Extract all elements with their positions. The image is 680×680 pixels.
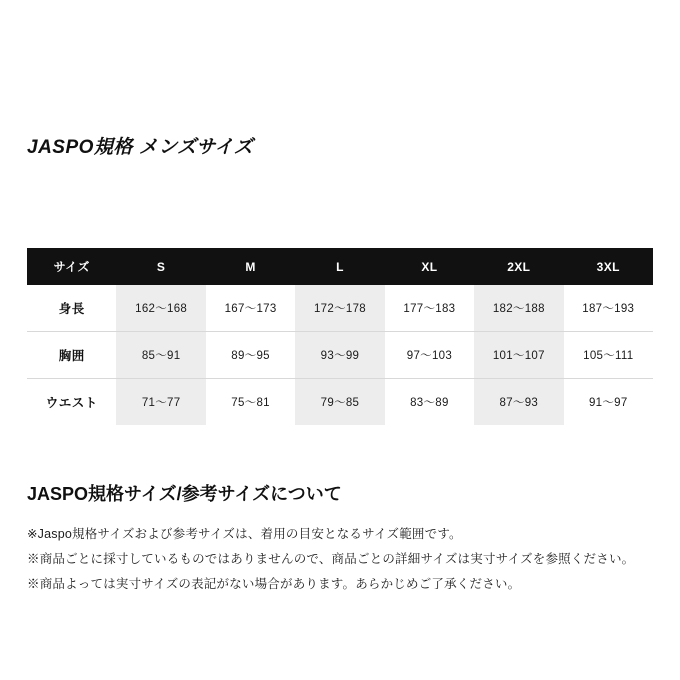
column-header-3xl: 3XL [564,248,653,285]
cell-height-3xl: 187〜193 [564,285,653,332]
row-label-waist: ウエスト [27,379,116,426]
cell-waist-2xl: 87〜93 [474,379,563,426]
table-row [27,332,653,379]
notes-title: JASPO規格サイズ/参考サイズについて [27,484,342,504]
cell-chest-3xl: 105〜111 [564,332,653,379]
cell-chest-2xl: 101〜107 [474,332,563,379]
cell-waist-xl: 83〜89 [385,379,474,426]
cell-chest-xl: 97〜103 [385,332,474,379]
note-line: ※商品よっては実寸サイズの表記がない場合があります。あらかじめご了承ください。 [27,577,521,591]
table-row [27,285,653,332]
size-table [27,248,653,425]
cell-waist-3xl: 91〜97 [564,379,653,426]
table-header-row [27,248,653,285]
cell-waist-m: 75〜81 [206,379,295,426]
cell-chest-l: 93〜99 [295,332,384,379]
cell-height-s: 162〜168 [116,285,205,332]
column-header-s: S [116,248,205,285]
column-header-m: M [206,248,295,285]
cell-height-xl: 177〜183 [385,285,474,332]
size-table-body [27,285,653,425]
note-line: ※Jaspo規格サイズおよび参考サイズは、着用の目安となるサイズ範囲です。 [27,527,462,541]
cell-chest-m: 89〜95 [206,332,295,379]
size-table-head [27,248,653,285]
cell-chest-s: 85〜91 [116,332,205,379]
column-header-size: サイズ [27,248,116,285]
cell-waist-l: 79〜85 [295,379,384,426]
column-header-xl: XL [385,248,474,285]
notes-list [27,522,657,597]
row-label-chest: 胸囲 [27,332,116,379]
cell-height-2xl: 182〜188 [474,285,563,332]
note-line: ※商品ごとに採寸しているものではありませんので、商品ごとの詳細サイズは実寸サイズを参照ください。 [27,552,635,566]
cell-height-l: 172〜178 [295,285,384,332]
row-label-height: 身長 [27,285,116,332]
table-row [27,379,653,426]
column-header-2xl: 2XL [474,248,563,285]
cell-height-m: 167〜173 [206,285,295,332]
column-header-l: L [295,248,384,285]
page-title: JASPO規格 メンズサイズ [27,137,254,158]
cell-waist-s: 71〜77 [116,379,205,426]
